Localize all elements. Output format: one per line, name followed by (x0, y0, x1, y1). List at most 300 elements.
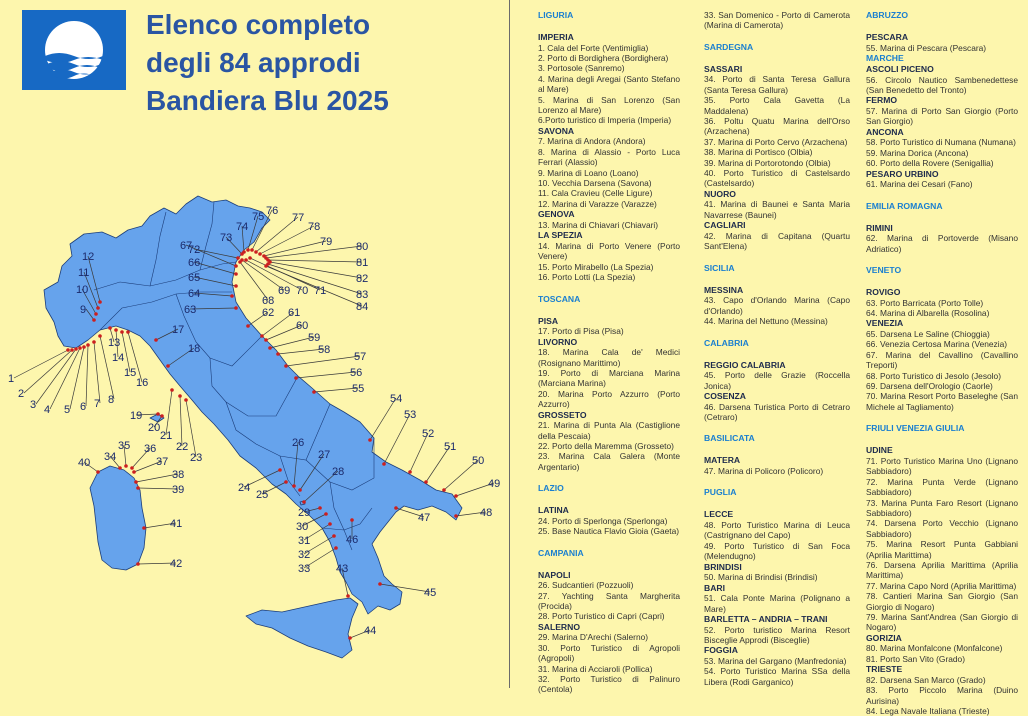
marina-number-label: 14 (112, 352, 125, 364)
marina-list-item: 52. Porto turistico Marina Resort Bisceglie Approdi (Bisceglie) (704, 624, 850, 645)
marina-marker (92, 318, 96, 322)
marina-number-label: 2 (18, 388, 25, 400)
marina-number-label: 69 (278, 285, 291, 297)
leader-line (260, 226, 314, 254)
province-heading: RIMINI (866, 222, 893, 233)
marina-marker (234, 306, 238, 310)
marina-marker (250, 248, 254, 252)
marina-marker (94, 312, 98, 316)
marina-list-item: 59. Marina Dorica (Ancona) (866, 147, 969, 158)
marina-list-item: 28. Porto Turistico di Capri (Capri) (538, 611, 665, 622)
list-column-3 (866, 10, 1018, 716)
marina-list-item: 11. Cala Cravieu (Celle Ligure) (538, 188, 653, 199)
marina-list-item: 31. Marina di Acciaroli (Pollica) (538, 663, 653, 674)
marina-list-item: 56. Circolo Nautico Sambenedettese (San Benedetto del Tronto) (866, 74, 1018, 95)
region-heading: EMILIA ROMAGNA (866, 200, 943, 211)
marina-list-item: 64. Marina di Albarella (Rosolina) (866, 308, 990, 319)
marina-number-label: 29 (298, 507, 311, 519)
province-heading: LECCE (704, 509, 734, 520)
marina-marker (108, 326, 112, 330)
marina-number-label: 40 (78, 457, 91, 469)
marina-number-label: 25 (256, 489, 269, 501)
marina-number-label: 47 (418, 512, 431, 524)
marina-list-item: 2. Porto di Bordighera (Bordighera) (538, 53, 669, 63)
marina-list-item: 81. Porto San Vito (Grado) (866, 653, 966, 664)
region-heading: MARCHE (866, 53, 904, 63)
marina-number-label: 72 (188, 244, 201, 256)
marina-number-label: 60 (296, 320, 309, 332)
marina-list-item: 1. Cala del Forte (Ventimiglia) (538, 42, 649, 53)
marina-number-label: 3 (30, 399, 37, 411)
province-heading: ROVIGO (866, 287, 901, 298)
marina-marker (264, 264, 268, 268)
marina-list-item: 24. Porto di Sperlonga (Sperlonga) (538, 515, 668, 526)
province-heading: GROSSETO (538, 409, 587, 420)
marina-marker (284, 480, 288, 484)
marina-number-label: 76 (266, 205, 279, 217)
marina-marker (350, 518, 354, 522)
marina-number-label: 34 (104, 451, 117, 463)
marina-list-item: 53. Marina del Gargano (Manfredonia) (704, 655, 847, 666)
marina-number-label: 6 (80, 401, 87, 413)
marina-marker (424, 480, 428, 484)
marina-list-item: 13. Marina di Chiavari (Chiavari) (538, 219, 659, 230)
marina-list-item: 62. Marina di Portoverde (Misano Adriatico) (866, 233, 1018, 254)
region-heading: ABRUZZO (866, 10, 909, 20)
province-heading: LIVORNO (538, 336, 578, 347)
marina-marker (242, 250, 246, 254)
marina-list-item: 47. Marina di Policoro (Policoro) (704, 465, 824, 476)
marina-marker (236, 256, 240, 260)
region-heading: SICILIA (704, 262, 735, 273)
province-heading: GENOVA (538, 209, 575, 220)
marina-list-item: 41. Marina di Baunei e Santa Maria Navarrese (Baunei) (704, 199, 850, 220)
marina-marker (240, 258, 244, 262)
marina-list-item: 30. Porto Turistico di Agropoli (Agropoli) (538, 642, 680, 664)
marina-number-label: 4 (44, 404, 51, 416)
marina-list-item: 25. Base Nautica Flavio Gioia (Gaeta) (538, 526, 680, 537)
marina-list-item: 58. Porto Turistico di Numana (Numana) (866, 137, 1016, 148)
marina-list-item: 8. Marina di Alassio - Porto Luca Ferrari (Alassio) (538, 146, 680, 168)
marina-number-label: 16 (136, 377, 149, 389)
marina-number-label: 33 (298, 563, 311, 575)
marina-marker (142, 526, 146, 530)
region-heading: PUGLIA (704, 487, 737, 498)
marina-marker (120, 330, 124, 334)
marina-marker (70, 348, 74, 352)
marina-list-item: 9. Marina di Loano (Loano) (538, 167, 639, 178)
marina-list-item: 19. Porto di Marciana Marina (Marciana Marina) (538, 367, 680, 389)
leader-line (268, 260, 362, 262)
leader-line (166, 390, 172, 435)
marina-number-label: 31 (298, 535, 311, 547)
marina-number-label: 81 (356, 257, 369, 269)
column-divider (509, 0, 510, 688)
marina-marker (118, 466, 122, 470)
marina-list-item: 63. Porto Barricata (Porto Tolle) (866, 297, 984, 308)
marina-marker (244, 258, 248, 262)
province-heading: MESSINA (704, 284, 744, 295)
marina-number-label: 32 (298, 549, 311, 561)
marina-marker (156, 412, 160, 416)
region-heading: SARDEGNA (704, 41, 754, 52)
sicily (246, 598, 358, 658)
marina-list-item: 20. Marina Porto Azzurro (Porto Azzurro) (538, 388, 680, 410)
marina-marker (284, 364, 288, 368)
marina-number-label: 18 (188, 343, 201, 355)
leader-line (270, 262, 362, 278)
marina-number-label: 61 (288, 307, 301, 319)
marina-number-label: 46 (346, 534, 359, 546)
leader-line (14, 350, 68, 378)
leader-line (24, 350, 72, 393)
marina-number-label: 43 (336, 563, 349, 575)
province-heading: REGGIO CALABRIA (704, 359, 786, 370)
marina-list-item: 78. Cantieri Marina San Giorgio (San Giorgio di Nogaro) (866, 591, 1018, 612)
italy-map (0, 190, 510, 688)
leader-line (384, 414, 410, 464)
marina-number-label: 19 (130, 410, 143, 422)
marina-number-label: 65 (188, 272, 201, 284)
marina-list-item: 35. Porto Cala Gavetta (La Maddalena) (704, 95, 850, 116)
marina-marker (234, 284, 238, 288)
marina-number-label: 8 (108, 394, 115, 406)
marina-list-item: 26. Sudcantieri (Pozzuoli) (538, 580, 634, 591)
marina-marker (254, 250, 258, 254)
marina-marker (312, 390, 316, 394)
marina-number-label: 20 (148, 422, 161, 434)
marina-number-label: 9 (80, 304, 87, 316)
marina-number-label: 7 (94, 398, 101, 410)
marina-list-item: 83. Porto Piccolo Marina (Duino Aurisina) (866, 685, 1018, 706)
marina-marker (298, 488, 302, 492)
marina-marker (92, 340, 96, 344)
marina-list-item: 50. Marina di Brindisi (Brindisi) (704, 572, 818, 583)
marina-number-label: 51 (444, 441, 457, 453)
marina-marker (126, 330, 130, 334)
marina-list-item: 23. Marina Cala Galera (Monte Argentario) (538, 451, 680, 472)
marina-marker (166, 364, 170, 368)
marina-number-label: 66 (188, 257, 201, 269)
marina-number-label: 17 (172, 324, 185, 336)
marina-marker (264, 338, 268, 342)
marina-number-label: 15 (124, 367, 137, 379)
province-heading: PESCARA (866, 32, 909, 42)
marina-list-item: 43. Capo d'Orlando Marina (Capo d'Orlando) (704, 295, 850, 316)
marina-marker (260, 334, 264, 338)
province-heading: CAGLIARI (704, 220, 746, 231)
province-heading: SALERNO (538, 621, 581, 632)
marina-number-label: 42 (170, 558, 183, 570)
marina-list-item: 22. Porto della Maremma (Grosseto) (538, 440, 674, 451)
marina-number-label: 50 (472, 455, 485, 467)
list-column-1 (538, 10, 680, 695)
leader-line (86, 345, 88, 406)
marina-marker (160, 414, 164, 418)
region-heading: BASILICATA (704, 433, 755, 444)
marina-list-item: 15. Porto Mirabello (La Spezia) (538, 261, 654, 272)
marina-number-label: 30 (296, 521, 309, 533)
marina-number-label: 70 (296, 285, 309, 297)
marina-marker (136, 486, 140, 490)
marina-number-label: 71 (314, 285, 327, 297)
marina-number-label: 27 (318, 449, 331, 461)
region-heading: FRIULI VENEZIA GIULIA (866, 423, 965, 434)
region-heading: LIGURIA (538, 10, 574, 20)
marina-marker (86, 343, 90, 347)
marina-list-item: 12. Marina di Varazze (Varazze) (538, 198, 657, 209)
region-heading: CALABRIA (704, 337, 749, 348)
blue-flag-icon (22, 10, 126, 90)
marina-marker (368, 438, 372, 442)
marina-marker (98, 300, 102, 304)
marina-marker (334, 546, 338, 550)
marina-list-item: 5. Marina di San Lorenzo (San Lorenzo al Mare) (538, 94, 680, 116)
marina-marker (278, 468, 282, 472)
marina-list-item: 75. Marina Resort Punta Gabbiani (Aprilia Marittima) (866, 539, 1018, 560)
province-heading: COSENZA (704, 390, 747, 401)
province-heading: PISA (538, 315, 559, 326)
marina-number-label: 82 (356, 273, 369, 285)
marina-marker (454, 494, 458, 498)
marina-list-item: 3. Portosole (Sanremo) (538, 63, 625, 74)
marina-marker (382, 462, 386, 466)
marina-number-label: 45 (424, 587, 437, 599)
marina-number-label: 68 (262, 295, 275, 307)
marina-marker (346, 594, 350, 598)
marina-list-item: 36. Poltu Quatu Marina dell'Orso (Arzachena) (704, 116, 850, 137)
marina-list-item: 14. Marina di Porto Venere (Porto Venere) (538, 240, 680, 262)
marina-list-item: 34. Porto di Santa Teresa Gallura (Santa Teresa Gallura) (704, 74, 850, 95)
marina-number-label: 67 (180, 240, 193, 252)
marina-list-item: 72. Marina Punta Verde (Lignano Sabbiadoro) (866, 476, 1018, 498)
marina-marker (134, 480, 138, 484)
marina-list-item: 48. Porto Turistico Marina di Leuca (Castrignano del Capo) (704, 519, 850, 541)
title-line-1: Elenco completo (146, 9, 371, 40)
marina-marker (246, 248, 250, 252)
leader-line (264, 241, 326, 256)
marina-list-item: 67. Marina del Cavallino (Cavallino Treporti) (866, 349, 1018, 371)
marina-list-item: 39. Marina di Portorotondo (Olbia) (704, 157, 831, 168)
leader-line (94, 342, 100, 403)
marina-number-label: 36 (144, 443, 157, 455)
leader-line (246, 260, 302, 290)
marina-list-item: 38. Marina di Portisco (Olbia) (704, 147, 813, 158)
marina-number-label: 11 (78, 267, 90, 279)
marina-number-label: 41 (170, 518, 183, 530)
marina-marker (258, 252, 262, 256)
marina-number-label: 74 (236, 221, 249, 233)
marina-list-item: 7. Marina di Andora (Andora) (538, 136, 646, 147)
province-heading: VENEZIA (866, 318, 904, 329)
marina-list-item: 6.Porto turistico di Imperia (Imperia) (538, 115, 672, 126)
marina-number-label: 84 (356, 301, 369, 313)
marina-marker (408, 470, 412, 474)
province-heading: GORIZIA (866, 632, 902, 643)
marina-number-label: 54 (390, 393, 403, 405)
leader-line (180, 396, 182, 446)
marina-list-item: 44. Marina del Nettuno (Messina) (704, 316, 828, 327)
leader-line (70, 347, 84, 409)
marina-list-item: 79. Marina Sant'Andrea (San Giorgio di Nogaro) (866, 611, 1018, 633)
marina-number-label: 53 (404, 409, 417, 421)
marina-marker (268, 346, 272, 350)
marina-list-item: 17. Porto di Pisa (Pisa) (538, 326, 624, 337)
marina-marker (136, 562, 140, 566)
province-heading: BARI (704, 582, 726, 593)
region-heading: TOSCANA (538, 293, 581, 304)
province-heading: SAVONA (538, 125, 575, 136)
marina-list-item: 84. Lega Navale Italiana (Trieste) (866, 706, 990, 716)
marina-list-item: 29. Marina D'Arechi (Salerno) (538, 632, 649, 643)
marina-number-label: 59 (308, 332, 321, 344)
title-line-3: Bandiera Blu 2025 (146, 85, 389, 116)
marina-number-label: 35 (118, 440, 131, 452)
province-heading: LA SPEZIA (538, 230, 583, 241)
marina-number-label: 37 (156, 456, 169, 468)
marina-marker (154, 338, 158, 342)
marina-list-item: 69. Darsena dell'Orologio (Caorle) (866, 381, 993, 392)
marina-list-item: 37. Marina di Porto Cervo (Arzachena) (704, 136, 848, 147)
marina-list-item: 80. Marina Monfalcone (Monfalcone) (866, 643, 1003, 654)
marina-marker (348, 636, 352, 640)
marina-number-label: 13 (108, 337, 121, 349)
marina-list-item: 51. Cala Ponte Marina (Polignano a Mare) (704, 593, 850, 614)
marina-number-label: 79 (320, 236, 333, 248)
marina-marker (378, 582, 382, 586)
province-heading: PESARO URBINO (866, 168, 939, 179)
marina-list-item: 74. Darsena Porto Vecchio (Lignano Sabbiadoro) (866, 518, 1018, 539)
title-line-2: degli 84 approdi (146, 47, 361, 78)
marina-number-label: 23 (190, 452, 203, 464)
marina-number-label: 80 (356, 241, 369, 253)
province-heading: LATINA (538, 505, 569, 516)
marina-list-item: 68. Porto Turistico di Jesolo (Jesolo) (866, 370, 1001, 381)
province-heading: NAPOLI (538, 569, 571, 580)
marina-marker (82, 345, 86, 349)
province-heading: IMPERIA (538, 32, 574, 42)
marina-marker (442, 488, 446, 492)
marina-marker (170, 388, 174, 392)
province-heading: TRIESTE (866, 664, 903, 675)
marina-list-item: 77. Marina Capo Nord (Aprilia Marittima) (866, 580, 1017, 591)
marina-number-label: 12 (82, 251, 95, 263)
marina-number-label: 48 (480, 507, 493, 519)
marina-list-item: 76. Darsena Aprilia Marittima (Aprilia Marittima) (866, 559, 1018, 581)
marina-marker (234, 272, 238, 276)
marina-list-item: 21. Marina di Punta Ala (Castiglione della Pescaia) (538, 420, 680, 441)
marina-list-item: 57. Marina di Porto San Giorgio (Porto San Giorgio) (866, 106, 1018, 127)
marina-number-label: 52 (422, 428, 435, 440)
province-heading: UDINE (866, 445, 893, 456)
marina-marker (130, 466, 134, 470)
marina-list-item: 55. Marina di Pescara (Pescara) (866, 42, 987, 53)
list-column-2 (704, 10, 850, 687)
marina-list-item: 10. Vecchia Darsena (Savona) (538, 178, 652, 189)
marina-number-label: 56 (350, 367, 363, 379)
region-heading: LAZIO (538, 483, 564, 494)
marina-marker (98, 334, 102, 338)
marina-number-label: 73 (220, 232, 233, 244)
marina-number-label: 38 (172, 469, 185, 481)
marina-marker (294, 376, 298, 380)
map-land (44, 196, 462, 658)
marina-list-item: 46. Darsena Turistica Porto di Cetraro (Cetraro) (704, 401, 850, 422)
marina-marker (292, 484, 296, 488)
marina-number-label: 21 (160, 430, 173, 442)
marina-number-label: 5 (64, 404, 71, 416)
marina-marker (324, 512, 328, 516)
marina-list-item: 33. San Domenico - Porto di Camerota (Marina di Camerota) (704, 10, 850, 31)
marina-marker (302, 500, 306, 504)
marina-list-item: 66. Venezia Certosa Marina (Venezia) (866, 339, 1008, 350)
marina-list-item: 16. Porto Lotti (La Spezia) (538, 272, 636, 283)
marina-marker (96, 306, 100, 310)
province-heading: FERMO (866, 95, 898, 106)
marina-number-label: 55 (352, 383, 365, 395)
marina-list-item: 27. Yachting Santa Margherita (Procida) (538, 590, 680, 611)
marina-number-label: 1 (8, 373, 15, 385)
province-heading: BRINDISI (704, 561, 742, 572)
marina-marker (230, 294, 234, 298)
province-heading: MATERA (704, 455, 741, 466)
marina-number-label: 57 (354, 351, 367, 363)
marina-number-label: 39 (172, 484, 185, 496)
marina-list-item: 40. Porto Turistico di Castelsardo (Castelsardo) (704, 168, 850, 189)
marina-list-item: 65. Darsena Le Saline (Chioggia) (866, 329, 990, 340)
marina-list-item: 32. Porto Turistico di Palinuro (Centola) (538, 674, 680, 695)
marina-marker (66, 348, 70, 352)
marina-number-label: 58 (318, 344, 331, 356)
marina-list-item: 18. Marina Cala de' Medici (Rosignano Marittimo) (538, 347, 680, 368)
province-heading: SASSARI (704, 63, 743, 74)
marina-number-label: 63 (184, 304, 197, 316)
marina-marker (96, 470, 100, 474)
marina-marker (276, 352, 280, 356)
marina-number-label: 24 (238, 482, 251, 494)
marina-list-item: 82. Darsena San Marco (Grado) (866, 674, 986, 685)
marina-list-item: 61. Marina dei Cesari (Fano) (866, 179, 973, 190)
marina-marker (184, 398, 188, 402)
marina-number-label: 75 (252, 211, 265, 223)
marina-list-item: 45. Porto delle Grazie (Roccella Jonica) (704, 370, 850, 391)
marina-marker (132, 470, 136, 474)
province-heading: NUORO (704, 188, 736, 199)
marina-number-label: 10 (76, 284, 89, 296)
leader-line (286, 356, 360, 366)
marina-marker (328, 522, 332, 526)
marina-marker (124, 464, 128, 468)
marina-marker (454, 514, 458, 518)
marina-number-label: 49 (488, 478, 501, 490)
marina-number-label: 28 (332, 466, 345, 478)
marina-marker (178, 394, 182, 398)
marina-marker (318, 506, 322, 510)
region-heading: CAMPANIA (538, 547, 584, 558)
marina-marker (394, 506, 398, 510)
marina-number-label: 64 (188, 288, 201, 300)
marina-number-label: 62 (262, 307, 275, 319)
marina-list-item: 4. Marina degli Aregai (Santo Stefano al Mare) (538, 73, 680, 95)
marina-marker (332, 534, 336, 538)
province-heading: BARLETTA – ANDRIA – TRANI (704, 613, 828, 624)
marina-marker (114, 328, 118, 332)
marina-list-item: 42. Marina di Capitana (Quartu Sant'Elena) (704, 230, 850, 252)
marina-marker (74, 347, 78, 351)
blue-flag-logo (22, 10, 126, 90)
marina-list-item: 54. Porto Turistico Marina SSa della Libera (Rodi Garganico) (704, 666, 850, 687)
marina-marker (248, 256, 252, 260)
